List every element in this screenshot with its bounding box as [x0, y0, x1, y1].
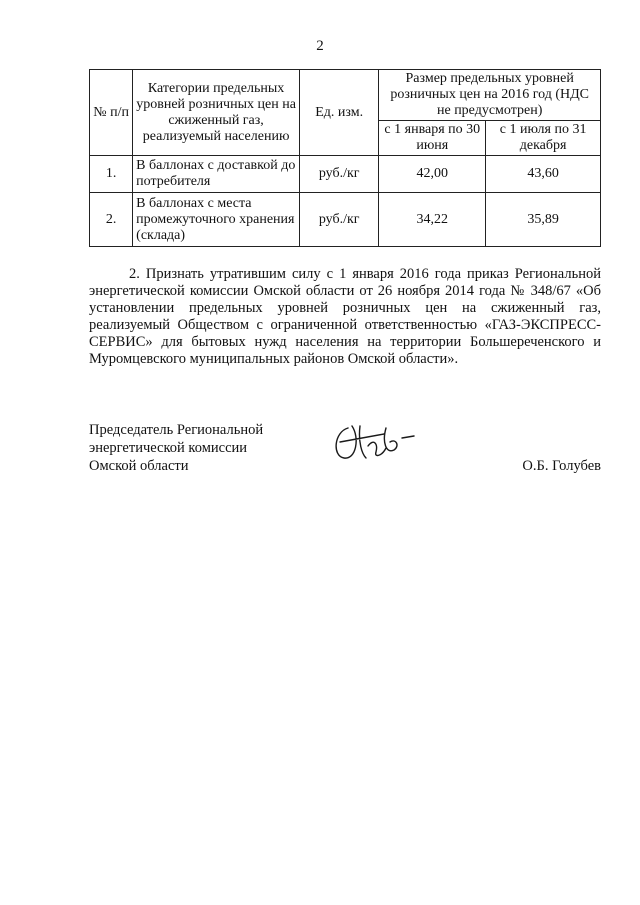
row-category: В баллонах с места промежуточного хранения (склада)	[133, 193, 300, 247]
header-num: № п/п	[90, 70, 133, 156]
row-price2: 43,60	[486, 156, 601, 193]
paragraph-2-text: 2. Признать утратившим силу с 1 января 2016 года приказ Региональной энергетической комиссии Омской области от 26 ноября 2014 года № 348/67 «Об установлении предельных уровней розничных цен на сжиженный газ, реализуемый Обществом с ограниченной ответственностью «ГАЗ-ЭКСПРЕСС-СЕРВИС» для бытовых нужд населения на территории Большереченского и Муромцевского муниципальных районов Омской области».	[89, 266, 601, 367]
row-price1: 42,00	[379, 156, 486, 193]
handwritten-signature	[326, 408, 426, 468]
row-unit: руб./кг	[299, 156, 378, 193]
header-period1: с 1 января по 30 июня	[379, 121, 486, 156]
signatory-title	[89, 421, 309, 475]
page-number: 2	[316, 38, 324, 54]
signatory-title-line: Председатель Региональной	[89, 422, 264, 438]
table-header-row	[90, 70, 601, 121]
header-price-group: Размер предельных уровней розничных цен на 2016 год (НДС не предусмотрен)	[379, 70, 601, 121]
paragraph-2	[89, 266, 601, 368]
row-category: В баллонах с доставкой до потребителя	[133, 156, 300, 193]
signatory-title-line: энергетической комиссии	[89, 440, 248, 456]
row-unit: руб./кг	[299, 193, 378, 247]
signatory-name: О.Б. Голубев	[522, 458, 601, 474]
row-price1: 34,22	[379, 193, 486, 247]
header-period2: с 1 июля по 31 декабря	[486, 121, 601, 156]
row-price2: 35,89	[486, 193, 601, 247]
header-category: Категории предельных уровней розничных цен на сжиженный газ, реализуемый населению	[133, 70, 300, 156]
signatory-title-line: Омской области	[89, 458, 189, 474]
row-num: 2.	[90, 193, 133, 247]
row-num: 1.	[90, 156, 133, 193]
price-table	[89, 69, 601, 247]
table-row	[90, 156, 601, 193]
header-unit: Ед. изм.	[299, 70, 378, 156]
table-row	[90, 193, 601, 247]
